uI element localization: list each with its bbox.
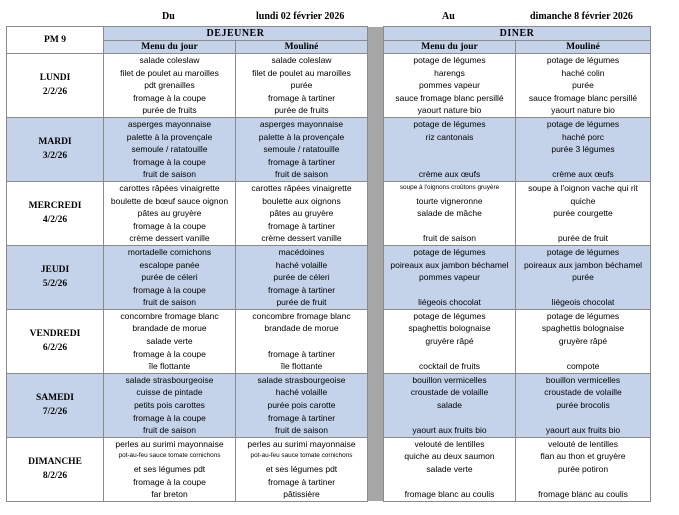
menu-item: yaourt aux fruits bio — [545, 425, 621, 436]
dinner-mouline-header: Mouliné — [516, 41, 651, 54]
menu-item: pâtissière — [283, 489, 320, 500]
lunch-menu-cell — [104, 181, 236, 245]
menu-item: potage de légumes — [546, 246, 620, 257]
menu-item: purée courgette — [553, 208, 613, 219]
menu-item: potage de légumes — [546, 118, 620, 129]
menu-item — [516, 220, 650, 233]
menu-item: asperges mayonnaise — [259, 118, 344, 129]
menu-item: palette à la provençale — [126, 131, 213, 142]
day-row — [7, 309, 651, 373]
menu-item: salade de mâche — [417, 208, 482, 219]
lunch-section-title: DEJEUNER — [104, 27, 368, 41]
lunch-menu-cell — [104, 309, 236, 373]
menu-item: purée de fruit — [557, 233, 609, 244]
menu-item: potage de légumes — [413, 246, 486, 257]
day-row — [7, 437, 651, 501]
lunch-dinner-separator — [368, 27, 384, 502]
menu-item: fromage à la coupe — [133, 220, 206, 231]
day-date: 8/2/26 — [42, 471, 68, 482]
menu-item — [384, 348, 515, 361]
dinner-mouline-cell — [516, 437, 651, 501]
day-date: 4/2/26 — [42, 215, 68, 226]
menu-item: croustade de volaille — [544, 387, 622, 398]
menu-item: fromage à la coupe — [133, 92, 206, 103]
day-date: 3/2/26 — [42, 151, 68, 162]
menu-item: purée de céleri — [141, 272, 198, 283]
menu-item — [384, 284, 515, 297]
menu-item: fruit de saison — [143, 425, 196, 436]
dinner-menu-cell — [384, 245, 516, 309]
menu-item: purée — [572, 80, 594, 91]
menu-item — [384, 156, 515, 169]
menu-item: purée de céleri — [273, 272, 330, 283]
menu-item: brandade de morue — [264, 323, 339, 334]
day-cell — [7, 117, 104, 181]
menu-item — [516, 476, 650, 489]
menu-item: fruit de saison — [143, 297, 196, 308]
menu-item: perles au surimi mayonnaise — [247, 438, 356, 449]
lunch-menu-cell — [104, 54, 236, 118]
menu-item: purée de fruits — [142, 105, 197, 116]
menu-item: pâtes au gruyère — [269, 208, 334, 219]
menu-item: macédoines — [278, 246, 325, 257]
dinner-menu-cell — [384, 117, 516, 181]
menu-item: yaourt nature bio — [417, 105, 482, 116]
day-date: 7/2/26 — [42, 407, 68, 418]
menu-item: fromage à tartiner — [267, 220, 336, 231]
section-header-row — [7, 27, 651, 41]
menu-item: fruit de saison — [423, 233, 476, 244]
menu-item — [516, 156, 650, 169]
lunch-menu-cell — [104, 245, 236, 309]
dinner-mouline-cell — [516, 54, 651, 118]
menu-item: haché porc — [561, 131, 605, 142]
menu-item: fromage à tartiner — [267, 412, 336, 423]
day-cell — [7, 54, 104, 118]
menu-item: bouillon vermicelles — [545, 374, 621, 385]
menu-item: purée — [572, 272, 594, 283]
lunch-mouline-cell — [236, 181, 368, 245]
menu-item: crème dessert vanille — [261, 233, 342, 244]
menu-item: concombre fromage blanc — [120, 310, 219, 321]
lunch-menu-cell — [104, 117, 236, 181]
menu-item: carottes râpées vinaigrette — [119, 182, 220, 193]
day-name: VENDREDI — [29, 329, 81, 340]
menu-item: salade verte — [146, 336, 193, 347]
menu-item: purée brocolis — [556, 400, 610, 411]
menu-item: île flottante — [280, 361, 323, 372]
menu-item: filet de poulet au maroilles — [252, 67, 351, 78]
menu-item: croustade de volaille — [410, 387, 489, 398]
menu-item: potage de légumes — [546, 55, 620, 65]
menu-item: salade — [436, 400, 463, 411]
dinner-menu-cell — [384, 181, 516, 245]
menu-item: pot-au-feu sauce tomate cornichons — [118, 452, 221, 460]
menu-item — [384, 143, 515, 156]
menu-item: spaghettis bolognaise — [541, 323, 625, 334]
menu-item: fromage blanc au coulis — [404, 489, 495, 500]
from-date: lundi 02 février 2026 — [256, 11, 345, 22]
menu-item: compote — [566, 361, 600, 372]
day-name: MARDI — [38, 137, 72, 148]
menu-item: quiche — [570, 195, 596, 206]
menu-item: purée 3 légumes — [551, 144, 615, 155]
day-cell — [7, 309, 104, 373]
day-row — [7, 54, 651, 118]
menu-table-body — [7, 27, 651, 502]
menu-item: fruit de saison — [143, 169, 196, 180]
lunch-mouline-cell — [236, 117, 368, 181]
dinner-mouline-cell — [516, 245, 651, 309]
menu-item: fromage à la coupe — [133, 412, 206, 423]
day-cell — [7, 181, 104, 245]
menu-item: île flottante — [148, 361, 191, 372]
menu-item — [384, 476, 515, 489]
day-date: 2/2/26 — [42, 87, 68, 98]
menu-code: PM 9 — [7, 27, 104, 54]
menu-item: liégeois chocolat — [551, 297, 615, 308]
lunch-mouline-header: Mouliné — [236, 41, 368, 54]
menu-item: potage de légumes — [546, 310, 620, 321]
lunch-mouline-cell — [236, 309, 368, 373]
menu-item: velouté de lentilles — [548, 438, 618, 449]
menu-item: haché volaille — [275, 259, 328, 270]
menu-item: salade coleslaw — [139, 55, 200, 65]
menu-item: fruit de saison — [275, 169, 328, 180]
menu-item — [516, 412, 650, 425]
day-cell — [7, 245, 104, 309]
menu-item: harengs — [434, 67, 465, 78]
menu-item: pommes vapeur — [419, 80, 480, 91]
menu-item: salade strasbourgeoise — [125, 374, 214, 385]
menu-item: semoule / ratatouille — [263, 144, 340, 155]
menu-item: fromage à la coupe — [133, 348, 206, 359]
menu-item: et ses légumes pdt — [265, 464, 338, 474]
menu-item: salade coleslaw — [271, 55, 332, 65]
dinner-mouline-cell — [516, 309, 651, 373]
weekly-menu-table — [6, 26, 651, 502]
menu-item: palette à la provençale — [258, 131, 345, 142]
dinner-menu-cell — [384, 309, 516, 373]
menu-item: crème dessert vanille — [129, 233, 210, 244]
menu-item: salade strasbourgeoise — [257, 374, 346, 385]
lunch-mouline-cell — [236, 245, 368, 309]
menu-item: brandade de morue — [132, 323, 207, 334]
menu-item — [384, 412, 515, 425]
menu-item: gruyère râpé — [425, 336, 474, 347]
day-date: 6/2/26 — [42, 343, 68, 354]
menu-item: boulette de bœuf sauce oignon — [110, 195, 229, 206]
menu-item: perles au surimi mayonnaise — [115, 438, 224, 449]
menu-item: tourte vigneronne — [416, 195, 483, 206]
menu-item: fruit de saison — [275, 425, 328, 436]
menu-item: liégeois chocolat — [418, 297, 481, 308]
from-label: Du — [162, 11, 175, 22]
day-row — [7, 117, 651, 181]
menu-item: carottes râpées vinaigrette — [251, 182, 352, 193]
menu-item: potage de légumes — [413, 310, 486, 321]
day-name: DIMANCHE — [28, 457, 82, 468]
menu-item: fromage à tartiner — [267, 476, 336, 487]
menu-item: riz cantonais — [425, 131, 474, 142]
menu-item: gruyère râpé — [558, 336, 608, 347]
lunch-mouline-cell — [236, 437, 368, 501]
menu-item: crème aux œufs — [552, 169, 614, 180]
menu-item: crème aux œufs — [418, 169, 481, 180]
lunch-menu-header: Menu du jour — [104, 41, 236, 54]
menu-item: pdt grenailles — [144, 80, 195, 91]
menu-item: fromage à tartiner — [267, 92, 336, 103]
day-row — [7, 373, 651, 437]
menu-item: yaourt nature bio — [551, 105, 615, 116]
dinner-menu-cell — [384, 437, 516, 501]
dinner-mouline-cell — [516, 373, 651, 437]
menu-item — [516, 348, 650, 361]
menu-item: purée de fruit — [276, 297, 327, 308]
menu-item: pot-au-feu sauce tomate cornichons — [250, 452, 353, 460]
to-label: Au — [442, 11, 455, 22]
menu-item: velouté de lentilles — [414, 438, 485, 449]
menu-item: pâtes au gruyère — [137, 208, 202, 219]
dinner-menu-cell — [384, 373, 516, 437]
dinner-mouline-cell — [516, 117, 651, 181]
menu-item: haché colin — [561, 67, 605, 78]
lunch-mouline-cell — [236, 373, 368, 437]
menu-item: purée potiron — [557, 464, 609, 474]
dinner-mouline-cell — [516, 181, 651, 245]
menu-item: sauce fromage blanc persillé — [528, 92, 638, 103]
day-cell — [7, 437, 104, 501]
menu-item: et ses légumes pdt — [133, 464, 206, 474]
menu-item: yaourt aux fruits bio — [412, 425, 487, 436]
dinner-section-title: DINER — [384, 27, 651, 41]
menu-item: haché volaille — [275, 387, 328, 398]
menu-item: purée — [290, 80, 313, 91]
menu-item: flan au thon et gruyère — [540, 451, 626, 462]
day-row — [7, 245, 651, 309]
menu-item: asperges mayonnaise — [127, 118, 212, 129]
menu-item: boulette aux oignons — [262, 195, 341, 206]
dinner-menu-cell — [384, 54, 516, 118]
day-name: SAMEDI — [35, 393, 74, 404]
menu-item: fromage à tartiner — [267, 348, 336, 359]
menu-item: soupe à l'oignons croûtons gruyère — [399, 183, 500, 191]
menu-item: cuisse de pintade — [136, 387, 203, 398]
menu-item: cocktail de fruits — [419, 361, 480, 372]
menu-item: poireaux aux jambon béchamel — [523, 259, 643, 270]
menu-item: far breton — [151, 489, 188, 500]
menu-item — [236, 335, 367, 348]
menu-item — [516, 284, 650, 297]
lunch-mouline-cell — [236, 54, 368, 118]
menu-item: mortadelle cornichons — [127, 246, 212, 257]
menu-item: fromage blanc au coulis — [538, 489, 628, 500]
day-name: JEUDI — [40, 265, 70, 276]
day-name: LUNDI — [39, 73, 71, 84]
menu-item: pommes vapeur — [419, 272, 480, 283]
menu-item: fromage à la coupe — [133, 476, 206, 487]
menu-item: fromage à la coupe — [133, 156, 206, 167]
lunch-menu-cell — [104, 373, 236, 437]
menu-item: poireaux aux jambon béchamel — [390, 259, 509, 270]
menu-item: potage de légumes — [413, 55, 486, 65]
menu-item: quiche au deux saumon — [404, 451, 495, 462]
menu-item: concombre fromage blanc — [252, 310, 351, 321]
dinner-menu-header: Menu du jour — [384, 41, 516, 54]
menu-item — [384, 220, 515, 233]
day-row — [7, 181, 651, 245]
menu-item: fromage à tartiner — [267, 156, 336, 167]
menu-item: fromage à tartiner — [267, 284, 336, 295]
day-cell — [7, 373, 104, 437]
lunch-menu-cell — [104, 437, 236, 501]
menu-item: potage de légumes — [413, 118, 486, 129]
menu-item: sauce fromage blanc persillé — [395, 92, 504, 103]
menu-item: fromage à la coupe — [133, 284, 206, 295]
menu-item: salade verte — [426, 464, 473, 474]
menu-item: spaghettis bolognaise — [408, 323, 491, 334]
menu-item: soupe à l'oignon vache qui rit — [528, 182, 638, 193]
menu-item: semoule / ratatouille — [131, 144, 208, 155]
menu-item: bouillon vermicelles — [412, 374, 487, 385]
menu-item: filet de poulet au maroilles — [120, 67, 219, 78]
day-date: 5/2/26 — [42, 279, 68, 290]
menu-item: petits pois carottes — [134, 400, 205, 411]
to-date: dimanche 8 février 2026 — [530, 11, 633, 22]
menu-item: purée de fruits — [274, 105, 329, 116]
menu-item: purée pois carotte — [267, 400, 336, 411]
menu-item: escalope panée — [139, 259, 200, 270]
day-name: MERCREDI — [28, 201, 82, 212]
column-header-row — [7, 41, 651, 54]
